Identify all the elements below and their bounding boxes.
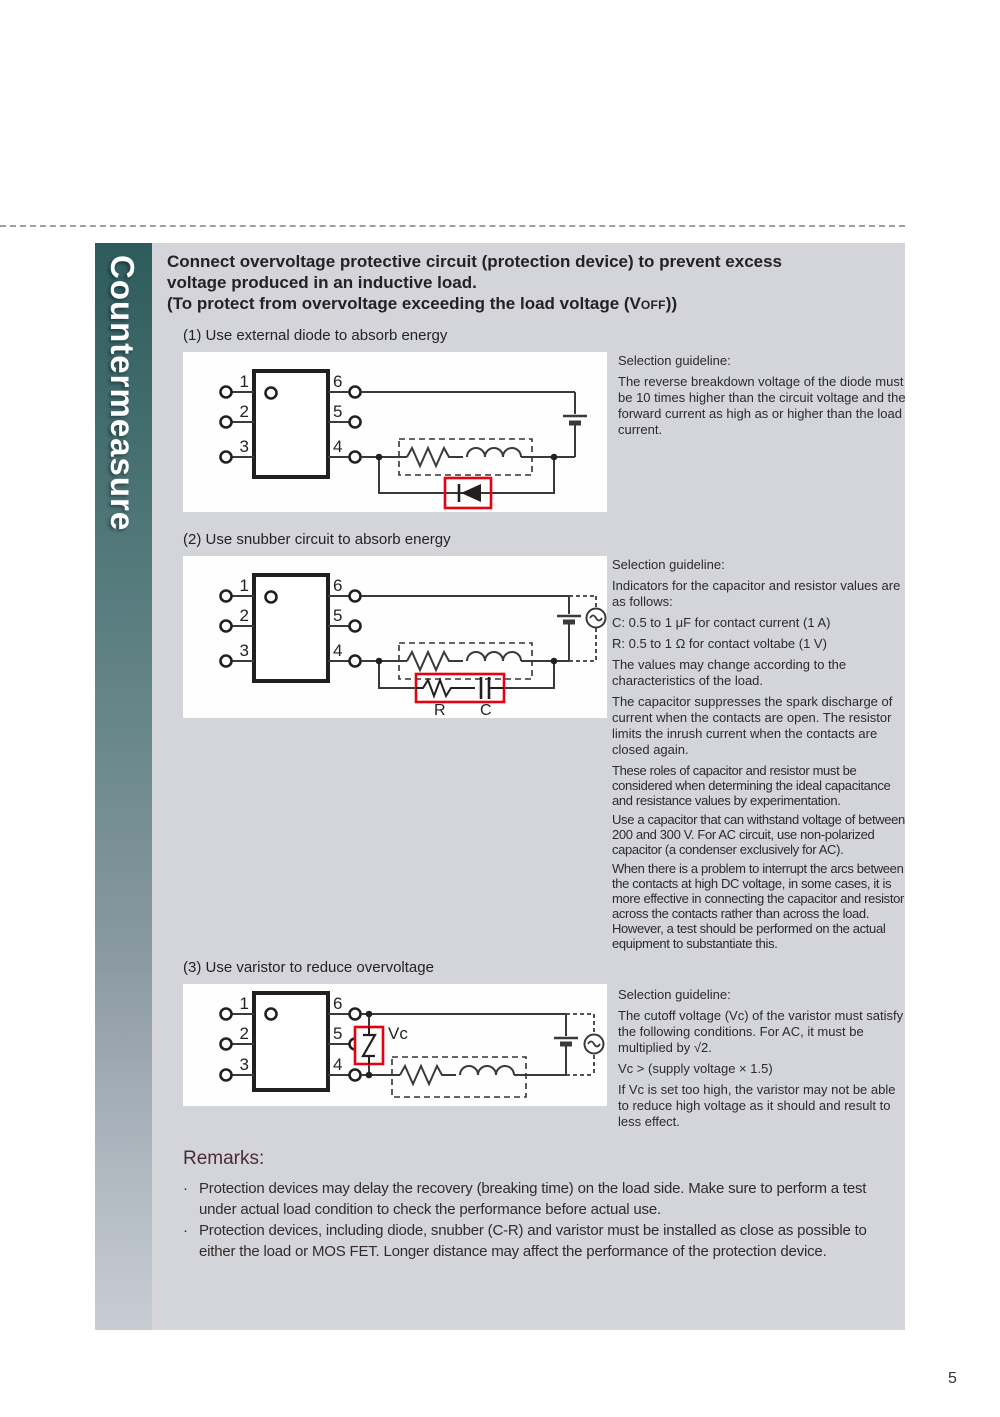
inductor-symbol	[467, 652, 521, 661]
guideline-2-paragraph: These roles of capacitor and resistor must be considered when determining the ideal capacitance and resistance values by experimentation.	[612, 763, 891, 808]
pin-4-label: 4	[333, 437, 343, 456]
junction-dot	[551, 658, 558, 665]
right-pin-terminals	[350, 387, 361, 463]
inductor-symbol	[460, 1066, 514, 1075]
pin-5-label: 5	[333, 606, 343, 625]
remark-text: Protection devices may delay the recovery (breaking time) on the load side. Make sure to perform a test under actual load condition to check the performance before actual use.	[199, 1180, 867, 1218]
top-dotted-divider	[0, 225, 905, 227]
ac-branch	[569, 596, 596, 661]
pin-4-label: 4	[333, 1055, 343, 1074]
guideline-2-paragraph: The capacitor suppresses the spark discharge of current when the contacts are open. The resistor limits the inrush current when the contacts are closed again.	[612, 694, 893, 757]
load-box	[399, 439, 532, 475]
junction-dot	[376, 454, 383, 461]
diagram-snubber	[183, 556, 607, 718]
bullet-icon: ·	[183, 1222, 188, 1239]
remark-text: Protection devices, including diode, snubber (C-R) and varistor must be installed as close as possible to either the load or MOS FET. Longer distance may affect the performance of the protection device.	[199, 1222, 867, 1260]
remarks-section	[183, 1148, 895, 1262]
page-number: 5	[948, 1370, 957, 1387]
voff-subscript: OFF	[640, 298, 666, 312]
snubber-r-label: R	[434, 702, 446, 718]
guideline-1-paragraph: The reverse breakdown voltage of the diode must be 10 times higher than the circuit voltage and the forward current as high as or higher than the load current.	[618, 374, 906, 437]
pin-6-label: 6	[333, 372, 343, 391]
guideline-2-paragraph: The values may change according to the characteristics of the load.	[612, 657, 847, 688]
mosfet-package-icon	[254, 575, 328, 681]
battery-symbol	[563, 416, 587, 423]
resistor-symbol	[400, 1066, 456, 1084]
panel-title-line3-post: ))	[665, 294, 678, 313]
remark-item	[183, 1178, 895, 1220]
guideline-1-title: Selection guideline:	[618, 353, 731, 368]
panel-title-line3-pre: (To protect from overvoltage exceeding the load voltage (V	[167, 294, 641, 313]
section-2-heading: (2) Use snubber circuit to absorb energy	[183, 531, 451, 548]
pin-4-label: 4	[333, 641, 343, 660]
varistor-vc-label: Vc	[388, 1024, 408, 1043]
junction-dot	[366, 1011, 373, 1018]
right-pin-terminals	[350, 591, 361, 667]
resistor-symbol	[407, 448, 463, 466]
pin-2-label: 2	[239, 402, 249, 421]
remarks-title: Remarks:	[183, 1148, 265, 1169]
pin-1-label: 1	[239, 576, 249, 595]
battery-symbol	[554, 1038, 578, 1044]
panel-title	[167, 251, 897, 316]
guideline-2-title: Selection guideline:	[612, 557, 725, 572]
guideline-1	[618, 353, 908, 443]
load-box	[392, 1057, 526, 1097]
pin-5-label: 5	[333, 402, 343, 421]
circuit-diagram-3	[183, 984, 607, 1106]
mosfet-package-icon	[254, 993, 328, 1090]
pin-3-label: 3	[239, 1055, 249, 1074]
side-tab-label: Countermeasure	[104, 255, 141, 532]
diagram-varistor	[183, 984, 607, 1106]
pin-1-label: 1	[239, 372, 249, 391]
guideline-2-paragraph: Use a capacitor that can withstand voltage of between 200 and 300 V. For AC circuit, use non-polarized capacitor (a condenser exclusively for AC).	[612, 812, 905, 857]
pin-3-label: 3	[239, 437, 249, 456]
section-3-heading: (3) Use varistor to reduce overvoltage	[183, 959, 434, 976]
varistor-symbol	[355, 1027, 383, 1064]
countermeasure-side-tab	[95, 243, 152, 1330]
battery-symbol	[557, 616, 581, 622]
snubber-c-label: C	[480, 702, 492, 718]
guideline-3-paragraph: If Vc is set too high, the varistor may not be able to reduce high voltage as it should and result to less effect.	[618, 1082, 896, 1129]
pin-6-label: 6	[333, 576, 343, 595]
pin-3-label: 3	[239, 641, 249, 660]
panel-title-line3	[167, 293, 897, 316]
mosfet-package-icon	[254, 371, 328, 477]
left-pin-terminals	[221, 591, 232, 667]
guideline-3	[618, 987, 908, 1135]
guideline-2-paragraph: C: 0.5 to 1 μF for contact current (1 A)	[612, 615, 831, 630]
bullet-icon: ·	[183, 1180, 188, 1197]
section-1-heading: (1) Use external diode to absorb energy	[183, 327, 448, 344]
guideline-2-paragraph: R: 0.5 to 1 Ω for contact voltabe (1 V)	[612, 636, 827, 651]
guideline-2-paragraph: When there is a problem to interrupt the arcs between the contacts at high DC voltage, in some cases, it is more effective in connecting the capacitor and resistor across the contacts rather than across the load. However, a test should be performed on the actual equipment to substantiate this.	[612, 861, 904, 951]
pin-6-label: 6	[333, 994, 343, 1013]
junction-dot	[376, 658, 383, 665]
snubber-resistor	[416, 680, 475, 696]
resistor-symbol	[407, 652, 463, 670]
ac-source-symbol	[585, 1035, 604, 1054]
guideline-3-paragraph: The cutoff voltage (Vc) of the varistor must satisfy the following conditions. For AC, it must be multiplied by √2.	[618, 1008, 904, 1055]
circuit-diagram-1	[183, 352, 607, 512]
left-pin-terminals	[221, 1009, 232, 1081]
junction-dot	[366, 1072, 373, 1079]
remark-item	[183, 1220, 895, 1262]
pin-5-label: 5	[333, 1024, 343, 1043]
guideline-2-paragraph: Indicators for the capacitor and resistor values are as follows:	[612, 578, 901, 609]
left-pin-terminals	[221, 387, 232, 463]
panel-title-line1: Connect overvoltage protective circuit (protection device) to prevent excess	[167, 252, 783, 271]
guideline-3-title: Selection guideline:	[618, 987, 731, 1002]
ac-source-symbol	[587, 609, 606, 628]
countermeasure-panel	[95, 243, 905, 1330]
pin-2-label: 2	[239, 1024, 249, 1043]
guideline-2	[612, 557, 906, 955]
guideline-3-paragraph: Vc > (supply voltage × 1.5)	[618, 1061, 773, 1076]
pin-2-label: 2	[239, 606, 249, 625]
panel-title-line2: voltage produced in an inductive load.	[167, 273, 477, 292]
pin-1-label: 1	[239, 994, 249, 1013]
diagram-external-diode	[183, 352, 607, 512]
inductor-symbol	[467, 448, 521, 457]
junction-dot	[551, 454, 558, 461]
circuit-diagram-2	[183, 556, 607, 718]
